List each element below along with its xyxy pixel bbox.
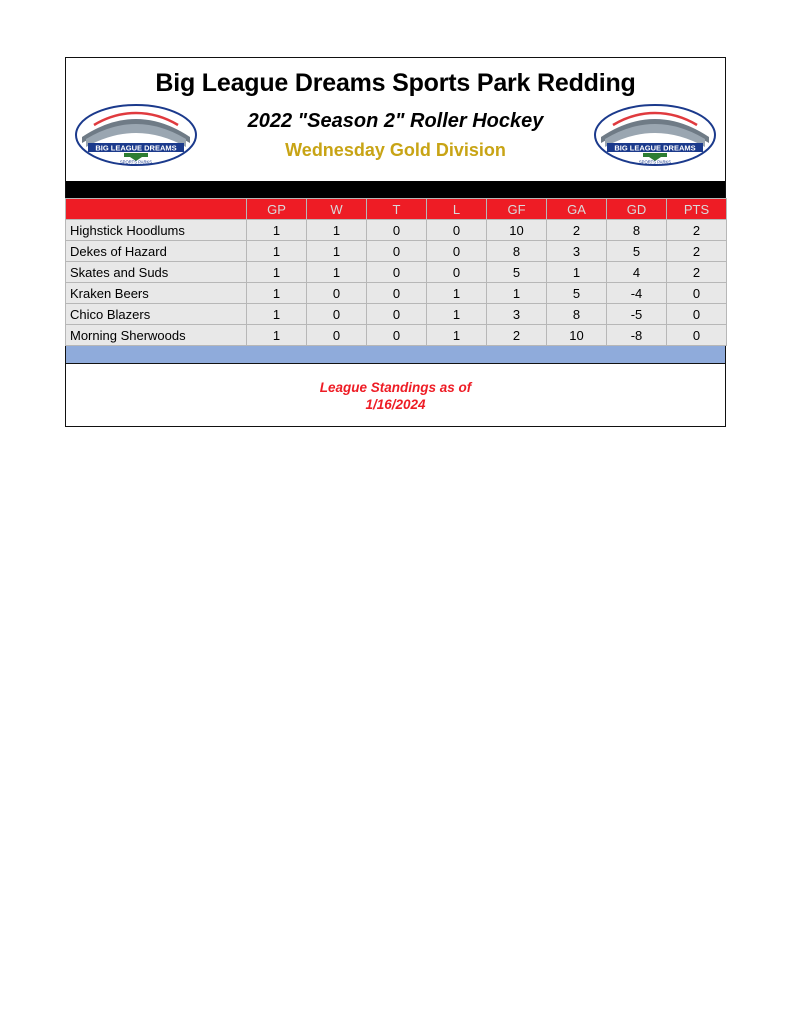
column-header-gp: GP bbox=[247, 199, 307, 220]
cell-ga: 5 bbox=[547, 283, 607, 304]
cell-gp: 1 bbox=[247, 304, 307, 325]
cell-team: Morning Sherwoods bbox=[66, 325, 247, 346]
svg-text:SPORTS PARKS: SPORTS PARKS bbox=[638, 159, 672, 165]
cell-l: 0 bbox=[427, 262, 487, 283]
cell-w: 0 bbox=[307, 283, 367, 304]
standings-footnote bbox=[65, 364, 726, 427]
page-title: Big League Dreams Sports Park Redding bbox=[155, 69, 636, 97]
cell-w: 0 bbox=[307, 325, 367, 346]
cell-pts: 0 bbox=[667, 304, 727, 325]
table-header-row bbox=[66, 199, 727, 220]
cell-team: Skates and Suds bbox=[66, 262, 247, 283]
cell-l: 1 bbox=[427, 304, 487, 325]
cell-gd: -8 bbox=[607, 325, 667, 346]
cell-gf: 10 bbox=[487, 220, 547, 241]
cell-ga: 1 bbox=[547, 262, 607, 283]
big-league-dreams-logo-icon bbox=[74, 103, 198, 167]
cell-gf: 5 bbox=[487, 262, 547, 283]
column-header-l: L bbox=[427, 199, 487, 220]
column-header-t: T bbox=[367, 199, 427, 220]
black-divider bbox=[65, 181, 726, 198]
cell-gd: 4 bbox=[607, 262, 667, 283]
cell-team: Kraken Beers bbox=[66, 283, 247, 304]
table-row bbox=[66, 325, 727, 346]
cell-w: 1 bbox=[307, 220, 367, 241]
svg-text:BIG LEAGUE DREAMS: BIG LEAGUE DREAMS bbox=[95, 143, 177, 153]
cell-t: 0 bbox=[367, 325, 427, 346]
cell-w: 1 bbox=[307, 241, 367, 262]
cell-gf: 8 bbox=[487, 241, 547, 262]
cell-pts: 2 bbox=[667, 262, 727, 283]
standings-table bbox=[65, 198, 727, 346]
table-row bbox=[66, 220, 727, 241]
cell-t: 0 bbox=[367, 220, 427, 241]
column-header-team bbox=[66, 199, 247, 220]
cell-t: 0 bbox=[367, 304, 427, 325]
cell-team: Chico Blazers bbox=[66, 304, 247, 325]
svg-text:BIG LEAGUE DREAMS: BIG LEAGUE DREAMS bbox=[614, 143, 696, 153]
cell-gp: 1 bbox=[247, 283, 307, 304]
table-row bbox=[66, 304, 727, 325]
cell-ga: 2 bbox=[547, 220, 607, 241]
cell-pts: 2 bbox=[667, 241, 727, 262]
cell-t: 0 bbox=[367, 283, 427, 304]
table-row bbox=[66, 241, 727, 262]
column-header-pts: PTS bbox=[667, 199, 727, 220]
cell-ga: 3 bbox=[547, 241, 607, 262]
document-header bbox=[65, 57, 726, 181]
column-header-w: W bbox=[307, 199, 367, 220]
cell-gd: 8 bbox=[607, 220, 667, 241]
column-header-gf: GF bbox=[487, 199, 547, 220]
cell-ga: 8 bbox=[547, 304, 607, 325]
cell-gd: -4 bbox=[607, 283, 667, 304]
standings-sheet bbox=[65, 57, 726, 427]
cell-l: 1 bbox=[427, 325, 487, 346]
cell-pts: 0 bbox=[667, 283, 727, 304]
cell-gf: 1 bbox=[487, 283, 547, 304]
cell-ga: 10 bbox=[547, 325, 607, 346]
big-league-dreams-logo-icon bbox=[593, 103, 717, 167]
cell-l: 0 bbox=[427, 220, 487, 241]
division-title: Wednesday Gold Division bbox=[285, 139, 506, 160]
footnote-line-1: League Standings as of bbox=[319, 380, 472, 395]
cell-gp: 1 bbox=[247, 262, 307, 283]
footnote-line-2: 1/16/2024 bbox=[365, 396, 426, 412]
cell-t: 0 bbox=[367, 262, 427, 283]
cell-l: 1 bbox=[427, 283, 487, 304]
table-row bbox=[66, 262, 727, 283]
cell-team: Dekes of Hazard bbox=[66, 241, 247, 262]
cell-w: 1 bbox=[307, 262, 367, 283]
cell-w: 0 bbox=[307, 304, 367, 325]
blue-divider bbox=[65, 346, 726, 364]
cell-gd: -5 bbox=[607, 304, 667, 325]
cell-pts: 2 bbox=[667, 220, 727, 241]
cell-gp: 1 bbox=[247, 241, 307, 262]
table-row bbox=[66, 283, 727, 304]
column-header-gd: GD bbox=[607, 199, 667, 220]
cell-t: 0 bbox=[367, 241, 427, 262]
cell-gf: 2 bbox=[487, 325, 547, 346]
cell-pts: 0 bbox=[667, 325, 727, 346]
cell-team: Highstick Hoodlums bbox=[66, 220, 247, 241]
cell-l: 0 bbox=[427, 241, 487, 262]
cell-gp: 1 bbox=[247, 220, 307, 241]
column-header-ga: GA bbox=[547, 199, 607, 220]
cell-gd: 5 bbox=[607, 241, 667, 262]
cell-gp: 1 bbox=[247, 325, 307, 346]
svg-text:SPORTS PARKS: SPORTS PARKS bbox=[119, 159, 153, 165]
season-subtitle: 2022 "Season 2" Roller Hockey bbox=[247, 109, 544, 132]
cell-gf: 3 bbox=[487, 304, 547, 325]
